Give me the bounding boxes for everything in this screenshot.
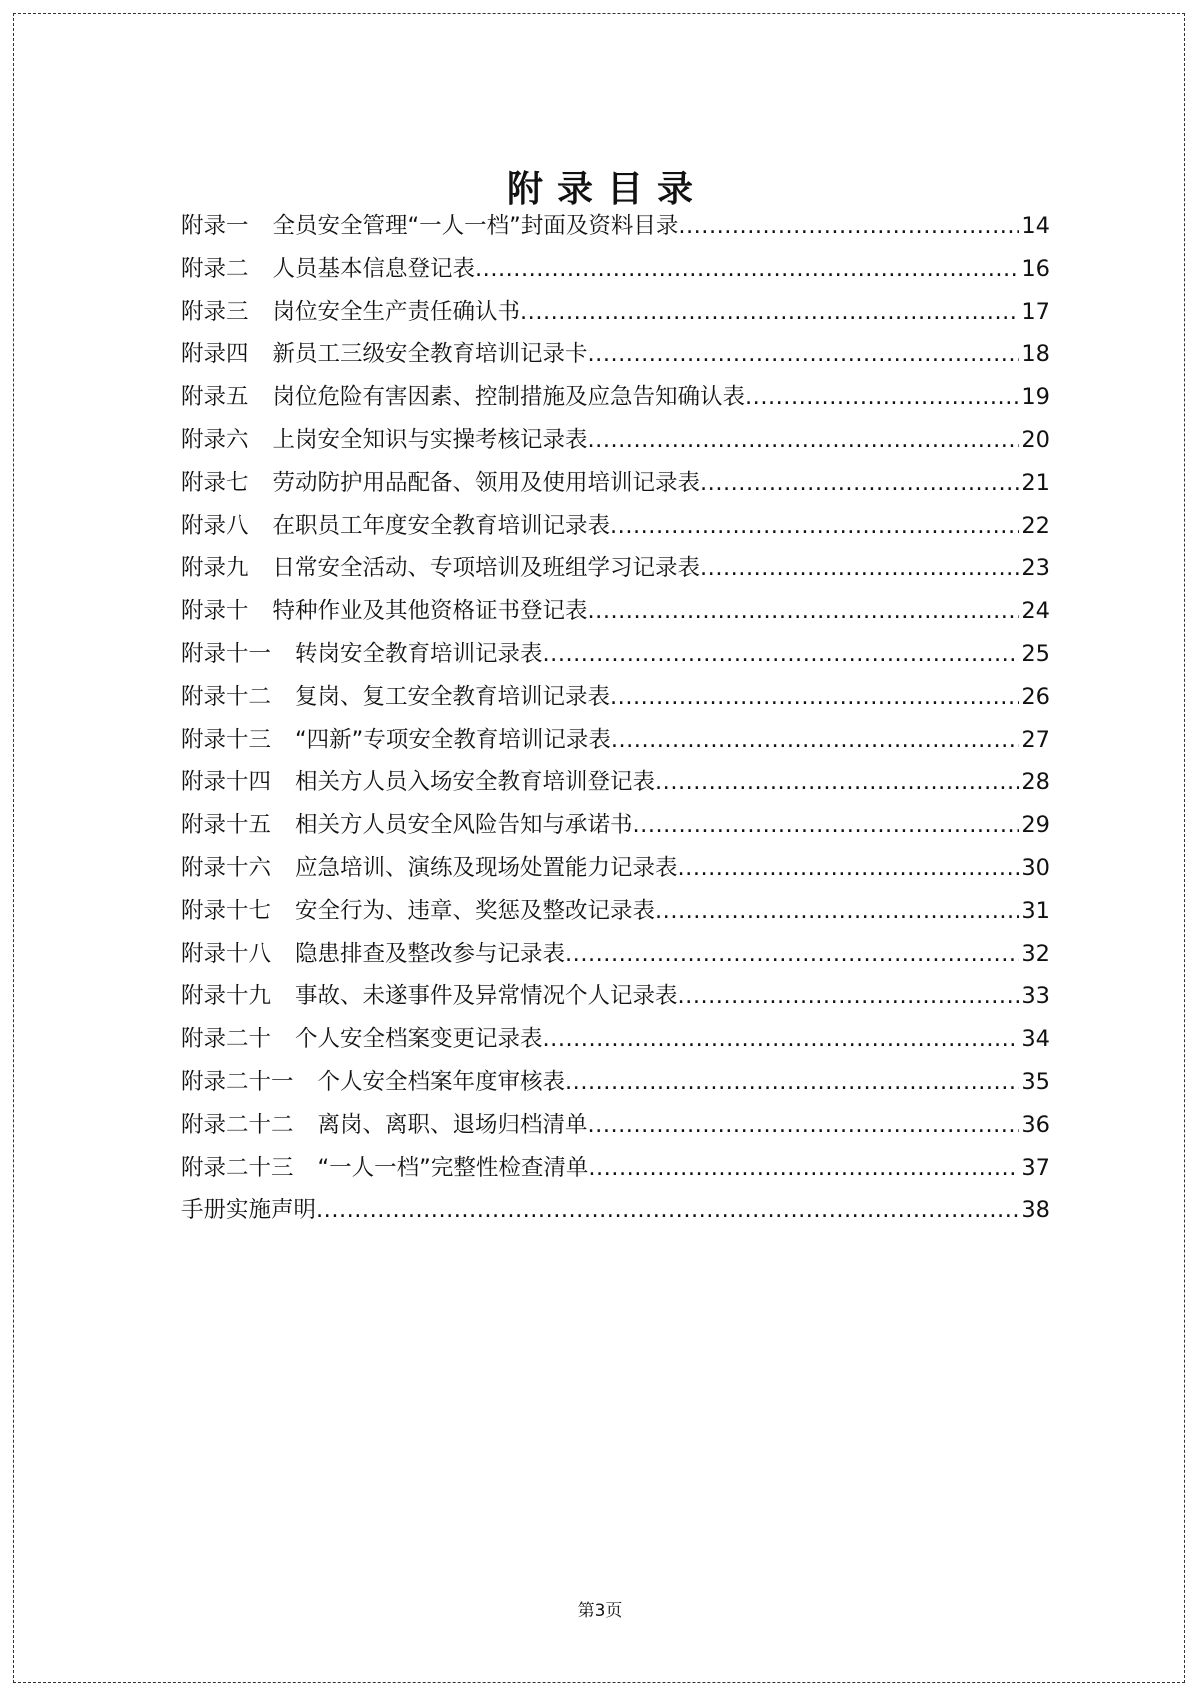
toc-entry-code: 附录十三 (181, 726, 272, 753)
toc-entry-code: 附录三 (181, 298, 249, 325)
toc-entry-title: 手册实施声明 (181, 1197, 317, 1224)
toc-leader-dots (543, 1018, 1020, 1061)
toc-entry[interactable] (181, 761, 1050, 804)
toc-entry-title: 岗位危险有害因素、控制措施及应急告知确认表 (272, 384, 746, 411)
toc-leader-dots (633, 804, 1020, 847)
toc-entry[interactable] (181, 505, 1050, 548)
toc-entry[interactable] (181, 676, 1050, 719)
toc-entry-code: 附录十一 (181, 640, 272, 667)
toc-entry-code: 附录五 (181, 384, 249, 411)
toc-leader-dots (655, 890, 1019, 933)
toc-entry-code: 附录十七 (181, 897, 272, 924)
toc-entry-title: “四新”专项安全教育培训记录表 (295, 726, 611, 753)
toc-entry-code: 附录十四 (181, 769, 272, 796)
toc-entry-page: 14 (1021, 213, 1050, 239)
toc-entry-title: 新员工三级安全教育培训记录卡 (272, 341, 588, 368)
toc-entry-title: 应急培训、演练及现场处置能力记录表 (295, 854, 678, 881)
toc-entry-title: 在职员工年度安全教育培训记录表 (272, 512, 611, 539)
toc-entry-code: 附录十 (181, 598, 249, 625)
toc-leader-dots (588, 419, 1020, 462)
toc-entry-title: 复岗、复工安全教育培训记录表 (295, 683, 611, 710)
toc-entry-page: 17 (1021, 298, 1050, 325)
toc-entry-page: 32 (1021, 940, 1050, 967)
toc-entry-page: 28 (1021, 769, 1050, 796)
toc-entry[interactable] (181, 291, 1050, 334)
toc-entry[interactable] (181, 933, 1050, 976)
toc-entry[interactable] (181, 462, 1050, 505)
toc-entry-page: 16 (1021, 255, 1050, 282)
page-title: 附录目录 (506, 169, 707, 211)
toc-leader-dots (610, 676, 1019, 719)
toc-leader-dots (565, 933, 1019, 976)
toc-entry-title: 劳动防护用品配备、领用及使用培训记录表 (272, 469, 701, 496)
toc-entry-code: 附录二十 (181, 1026, 272, 1053)
toc-entry[interactable] (181, 633, 1050, 676)
toc-entry-page: 21 (1021, 469, 1050, 496)
toc-entry[interactable] (181, 1061, 1050, 1104)
toc-entry[interactable] (181, 1147, 1050, 1190)
toc-entry[interactable] (181, 1018, 1050, 1061)
toc-leader-dots (520, 291, 1019, 334)
toc-entry[interactable] (181, 1189, 1050, 1232)
toc-entry-page: 23 (1021, 555, 1050, 582)
toc-entry[interactable] (181, 719, 1050, 762)
toc-entry[interactable] (181, 804, 1050, 847)
toc-leader-dots (678, 847, 1020, 890)
toc-entry-page: 35 (1021, 1068, 1050, 1095)
toc-entry[interactable] (181, 333, 1050, 376)
toc-entry-page: 30 (1021, 854, 1050, 881)
toc-entry-code: 附录十五 (181, 812, 272, 839)
toc-entry[interactable] (181, 975, 1050, 1018)
toc-leader-dots (588, 590, 1020, 633)
toc-entry-title: 隐患排查及整改参与记录表 (295, 940, 566, 967)
toc-entry-page: 26 (1021, 683, 1050, 710)
toc-entry[interactable] (181, 890, 1050, 933)
toc-leader-dots (588, 1104, 1020, 1147)
toc-entry-title: “一人一档”完整性检查清单 (317, 1154, 589, 1181)
toc-entry-title: 人员基本信息登记表 (272, 255, 476, 282)
toc-leader-dots (475, 248, 1019, 291)
toc-leader-dots (588, 1147, 1019, 1190)
toc-entry-title: 特种作业及其他资格证书登记表 (272, 598, 588, 625)
toc-entry-page: 36 (1021, 1111, 1050, 1138)
toc-entry[interactable] (181, 1104, 1050, 1147)
toc-leader-dots (543, 633, 1020, 676)
toc-entry-title: 日常安全活动、专项培训及班组学习记录表 (272, 555, 701, 582)
toc-entry-code: 附录十二 (181, 683, 272, 710)
toc-entry-page: 29 (1021, 812, 1050, 839)
toc-entry-page: 33 (1021, 983, 1050, 1010)
toc-entry-page: 20 (1021, 426, 1050, 453)
toc-entry-title: 全员安全管理“一人一档”封面及资料目录 (272, 213, 679, 239)
toc-entry-title: 安全行为、违章、奖惩及整改记录表 (295, 897, 656, 924)
toc-entry-page: 38 (1021, 1197, 1050, 1224)
toc-entry-title: 离岗、离职、退场归档清单 (317, 1111, 588, 1138)
toc-entry-code: 附录九 (181, 555, 249, 582)
toc-leader-dots (611, 719, 1020, 762)
toc-entry-code: 附录七 (181, 469, 249, 496)
toc-entry-code: 附录八 (181, 512, 249, 539)
toc-entry-page: 18 (1021, 341, 1050, 368)
toc-entry-code: 附录四 (181, 341, 249, 368)
toc-entry[interactable] (181, 847, 1050, 890)
toc-entry-page: 37 (1021, 1154, 1050, 1181)
toc-leader-dots (678, 205, 1019, 248)
toc-entry-code: 附录二 (181, 255, 249, 282)
toc-entry-title: 个人安全档案变更记录表 (295, 1026, 543, 1053)
toc-entry-page: 27 (1021, 726, 1050, 753)
toc-leader-dots (678, 975, 1020, 1018)
toc-entry-title: 上岗安全知识与实操考核记录表 (272, 426, 588, 453)
toc-entry-code: 附录二十二 (181, 1111, 294, 1138)
toc-entry-title: 相关方人员安全风险告知与承诺书 (295, 812, 633, 839)
toc-entry-title: 岗位安全生产责任确认书 (272, 298, 521, 325)
toc-entry-title: 个人安全档案年度审核表 (317, 1068, 566, 1095)
toc-leader-dots (700, 547, 1019, 590)
toc-entry[interactable] (181, 248, 1050, 291)
page-number: 第3页 (577, 1601, 623, 1621)
toc-entry-title: 相关方人员入场安全教育培训登记表 (295, 769, 656, 796)
toc-entry[interactable] (181, 547, 1050, 590)
toc-entry-code: 附录十八 (181, 940, 272, 967)
appendix-toc (181, 205, 1050, 1232)
toc-entry-title: 事故、未遂事件及异常情况个人记录表 (295, 983, 678, 1010)
toc-entry-page: 24 (1021, 598, 1050, 625)
toc-entry-code: 附录二十三 (181, 1154, 294, 1181)
toc-entry-code: 附录二十一 (181, 1068, 294, 1095)
toc-entry-code: 附录十九 (181, 983, 272, 1010)
toc-entry-code: 附录六 (181, 426, 249, 453)
toc-entry-code: 附录一 (181, 213, 249, 239)
toc-entry-page: 31 (1021, 897, 1050, 924)
toc-leader-dots (655, 761, 1019, 804)
toc-leader-dots (745, 376, 1019, 419)
toc-entry[interactable] (181, 419, 1050, 462)
toc-leader-dots (610, 505, 1019, 548)
toc-leader-dots (316, 1189, 1019, 1232)
toc-entry-page: 22 (1021, 512, 1050, 539)
toc-entry[interactable] (181, 376, 1050, 419)
toc-leader-dots (588, 333, 1020, 376)
toc-entry-title: 转岗安全教育培训记录表 (295, 640, 543, 667)
toc-entry-page: 25 (1021, 640, 1050, 667)
toc-entry-code: 附录十六 (181, 854, 272, 881)
toc-entry-page: 19 (1021, 384, 1050, 411)
toc-entry[interactable] (181, 205, 1050, 248)
toc-entry[interactable] (181, 590, 1050, 633)
toc-leader-dots (565, 1061, 1019, 1104)
toc-leader-dots (700, 462, 1019, 505)
toc-entry-page: 34 (1021, 1026, 1050, 1053)
